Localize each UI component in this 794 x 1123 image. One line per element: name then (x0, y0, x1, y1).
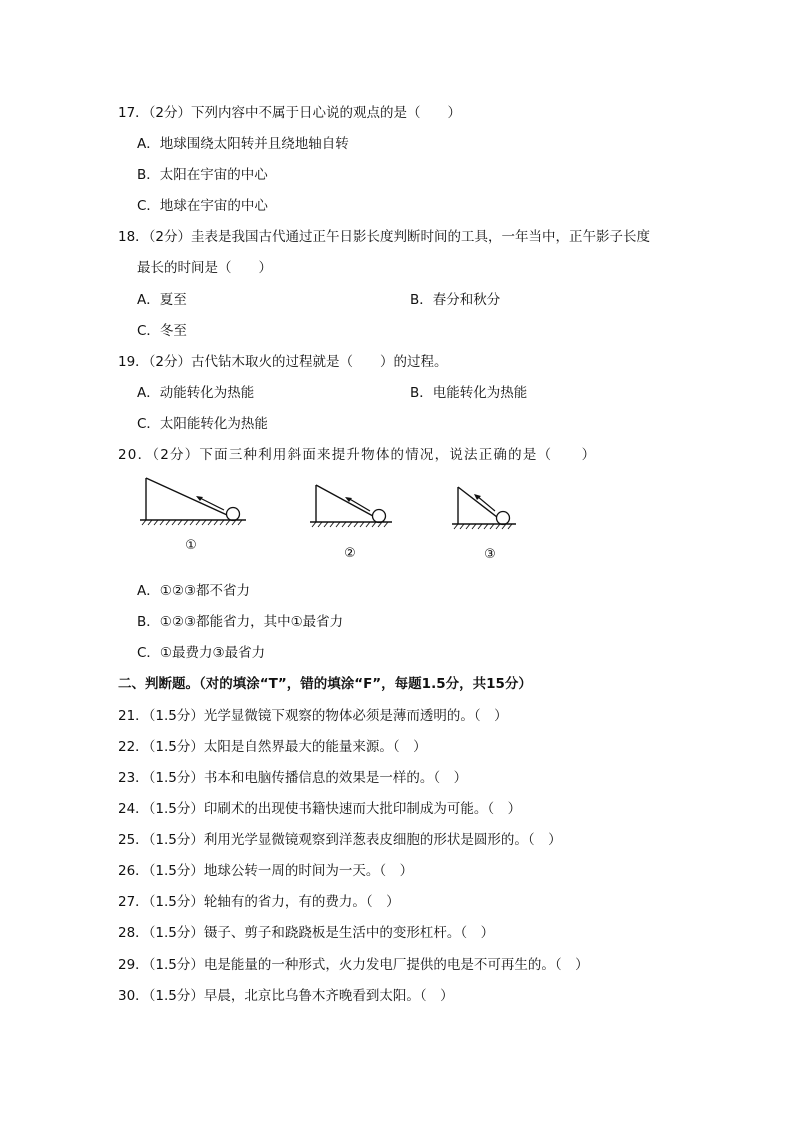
question-19-option-c[interactable]: C．太阳能转化为热能 (137, 416, 268, 432)
judge-question-23: 23．（1.5分）书本和电脑传播信息的效果是一样的。（ ） (118, 770, 468, 786)
question-18-option-b[interactable]: B．春分和秋分 (410, 292, 501, 308)
judge-question-27: 27．（1.5分）轮轴有的省力，有的费力。（ ） (118, 894, 400, 910)
question-18-option-c[interactable]: C．冬至 (137, 323, 187, 339)
judge-question-28: 28．（1.5分）镊子、剪子和跷跷板是生活中的变形杠杆。（ ） (118, 925, 495, 941)
judge-question-25: 25．（1.5分）利用光学显微镜观察到洋葱表皮细胞的形状是圆形的。（ ） (118, 832, 562, 848)
question-20-option-a[interactable]: A．①②③都不省力 (137, 583, 251, 599)
figure-2-label: ② (344, 546, 356, 561)
section-2-heading: 二、判断题。（对的填涂“T”，错的填涂“F”，每题1.5分，共15分） (118, 676, 532, 692)
question-17-option-c[interactable]: C．地球在宇宙的中心 (137, 198, 268, 214)
question-17-option-a[interactable]: A．地球围绕太阳转并且绕地轴自转 (137, 136, 349, 152)
question-18-stem: 18．（2分）圭表是我国古代通过正午日影长度判断时间的工具，一年当中，正午影子长度 (118, 229, 651, 245)
question-20-stem: 20．（2分）下面三种利用斜面来提升物体的情况，说法正确的是（ ） (118, 447, 597, 463)
judge-question-29: 29．（1.5分）电是能量的一种形式，火力发电厂提供的电是不可再生的。（ ） (118, 957, 589, 973)
judge-question-22: 22．（1.5分）太阳是自然界最大的能量来源。（ ） (118, 739, 427, 755)
question-17-option-b[interactable]: B．太阳在宇宙的中心 (137, 167, 268, 183)
question-19-stem: 19．（2分）古代钻木取火的过程就是（ ）的过程。 (118, 354, 448, 370)
figure-1-label: ① (185, 538, 197, 553)
figure-3-label: ③ (484, 547, 496, 562)
question-17-stem: 17．（2分）下列内容中不属于日心说的观点的是（ ） (118, 105, 462, 121)
judge-question-30: 30．（1.5分）早晨，北京比乌鲁木齐晚看到太阳。（ ） (118, 988, 454, 1004)
incline-figure-2 (308, 482, 396, 530)
incline-figure-3 (450, 484, 522, 532)
question-20-option-c[interactable]: C．①最费力③最省力 (137, 645, 266, 661)
judge-question-21: 21．（1.5分）光学显微镜下观察的物体必须是薄而透明的。（ ） (118, 708, 508, 724)
question-18-option-a[interactable]: A．夏至 (137, 292, 187, 308)
judge-question-26: 26．（1.5分）地球公转一周的时间为一天。（ ） (118, 863, 414, 879)
question-18-stem-continued: 最长的时间是（ ） (137, 260, 272, 276)
question-19-option-b[interactable]: B．电能转化为热能 (410, 385, 528, 401)
incline-figure-1 (138, 476, 250, 528)
question-19-option-a[interactable]: A．动能转化为热能 (137, 385, 255, 401)
question-20-option-b[interactable]: B．①②③都能省力，其中①最省力 (137, 614, 344, 630)
judge-question-24: 24．（1.5分）印刷术的出现使书籍快速而大批印制成为可能。（ ） (118, 801, 522, 817)
